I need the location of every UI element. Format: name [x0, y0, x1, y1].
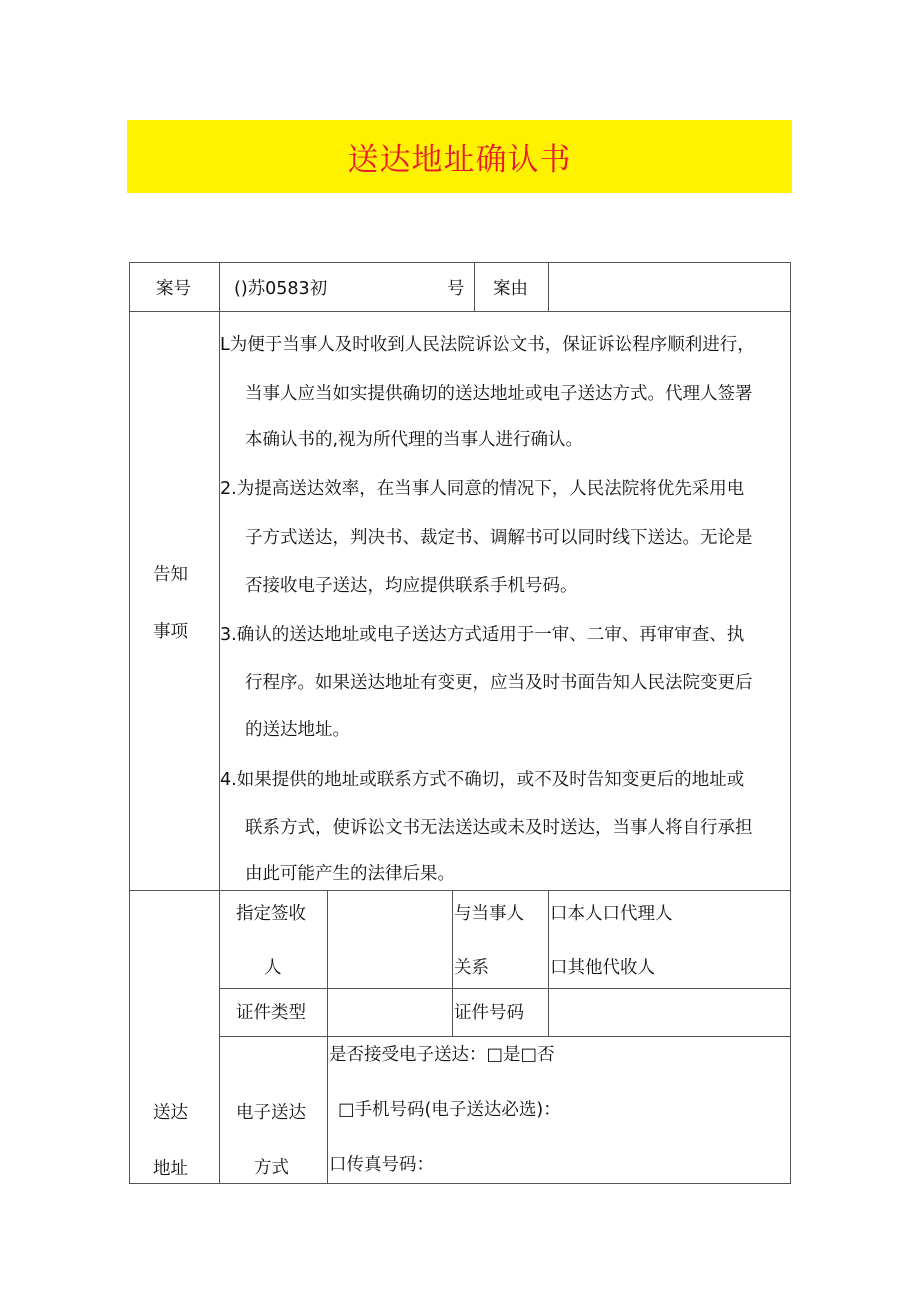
notice-line: 2.为提高送达效率，在当事人同意的情况下，人民法院将优先采用电 [220, 479, 745, 499]
column-divider [548, 890, 549, 1036]
electronic-phone-field[interactable]: □手机号码(电子送达必选)： [338, 1100, 561, 1120]
column-divider [474, 262, 475, 311]
id-number-label: 证件号码 [454, 1003, 524, 1023]
id-type-label: 证件类型 [236, 1003, 306, 1023]
notice-line: 的送达地址。 [245, 720, 350, 740]
address-label-line2: 地址 [153, 1159, 188, 1179]
relation-options-line1[interactable]: 口本人口代理人 [550, 904, 673, 924]
notice-label-line1: 告知 [153, 565, 188, 585]
relation-label-line1: 与当事人 [454, 904, 524, 924]
table-border-top [129, 262, 791, 263]
title-banner [127, 120, 792, 193]
row-divider [129, 311, 791, 312]
column-divider [219, 311, 220, 890]
table-border-left [129, 262, 130, 1184]
notice-line: 本确认书的,视为所代理的当事人进行确认。 [245, 430, 584, 450]
notice-line: L为便于当事人及时收到人民法院诉讼文书，保证诉讼程序顺利进行， [220, 335, 755, 355]
column-divider [548, 262, 549, 311]
row-divider [219, 988, 791, 989]
case-number-suffix: 号 [447, 279, 465, 299]
case-number-value[interactable]: ()苏0583初 [234, 279, 328, 299]
row-divider [129, 890, 791, 891]
relation-options-line2[interactable]: 口其他代收人 [550, 958, 655, 978]
notice-line: 3.确认的送达地址或电子送达方式适用于一审、二审、再审审查、执 [220, 625, 745, 645]
notice-line: 联系方式，使诉讼文书无法送达或未及时送达，当事人将自行承担 [245, 818, 753, 838]
case-cause-label: 案由 [493, 279, 528, 299]
notice-line: 由此可能产生的法律后果。 [245, 864, 455, 884]
notice-label-line2: 事项 [153, 622, 188, 642]
column-divider [327, 890, 328, 1183]
recipient-label-line2: 人 [264, 958, 282, 978]
relation-label-line2: 关系 [454, 958, 489, 978]
notice-line: 4.如果提供的地址或联系方式不确切，或不及时告知变更后的地址或 [220, 770, 745, 790]
electronic-accept-option[interactable]: 是否接受电子送达：□是□否 [329, 1045, 555, 1065]
notice-line: 当事人应当如实提供确切的送达地址或电子送达方式。代理人签署 [245, 384, 753, 404]
notice-line: 行程序。如果送达地址有变更，应当及时书面告知人民法院变更后 [245, 673, 753, 693]
electronic-label-line1: 电子送达 [236, 1103, 306, 1123]
document-title: 送达地址确认书 [347, 142, 572, 178]
column-divider [452, 890, 453, 1036]
column-divider [219, 262, 220, 311]
electronic-fax-field[interactable]: 口传真号码： [329, 1155, 434, 1175]
notice-line: 子方式送达，判决书、裁定书、调解书可以同时线下送达。无论是 [245, 528, 753, 548]
case-number-label: 案号 [156, 279, 191, 299]
address-label-line1: 送达 [153, 1103, 188, 1123]
table-border-right [790, 262, 791, 1184]
column-divider [219, 890, 220, 1183]
recipient-label-line1: 指定签收 [236, 904, 306, 924]
table-border-bottom [129, 1183, 791, 1184]
electronic-label-line2: 方式 [254, 1158, 289, 1178]
notice-line: 否接收电子送达，均应提供联系手机号码。 [245, 576, 578, 596]
row-divider [219, 1036, 791, 1037]
